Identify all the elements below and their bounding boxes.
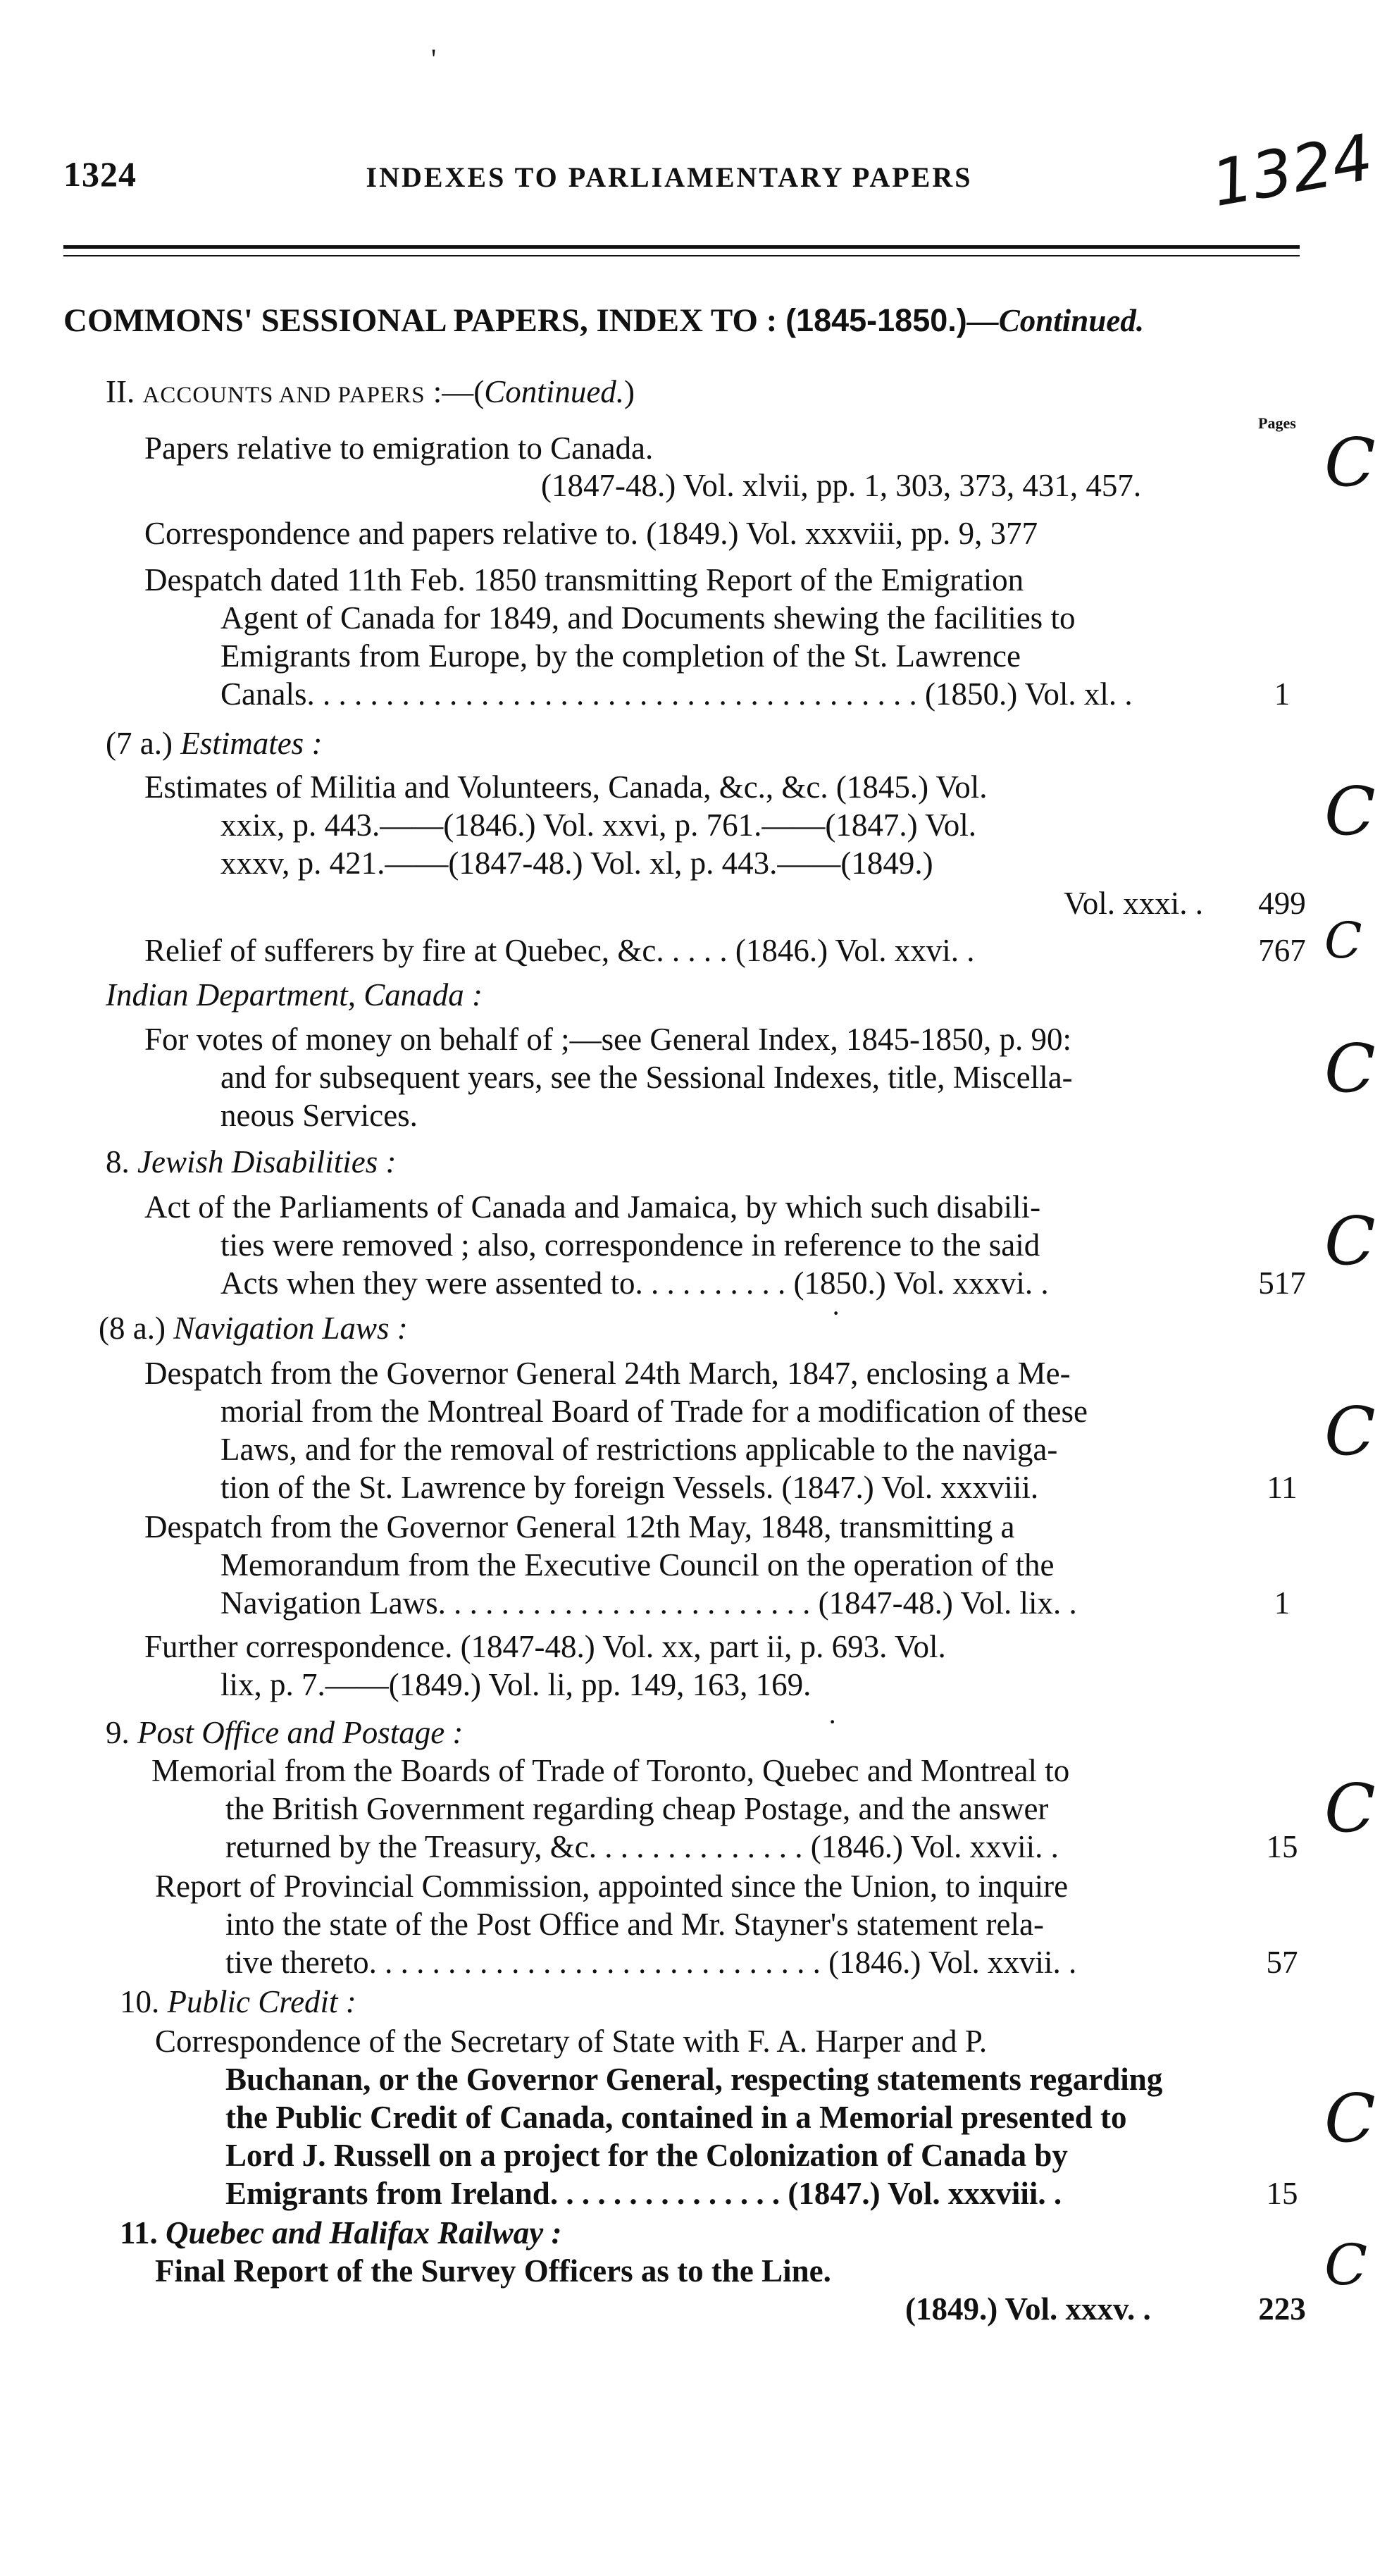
section-close: ) <box>624 374 635 409</box>
margin-check-mark: C <box>1324 424 1376 502</box>
section-suffix: :—( <box>425 374 485 409</box>
index-heading-years: (1845-1850.) <box>785 302 967 338</box>
entry-line: Navigation Laws. . . . . . . . . . . . . . . . . . . . . . . . (1847-48.) Vol. lix. . <box>220 1585 1077 1621</box>
index-heading-continued: —Continued. <box>966 303 1145 338</box>
stray-dot-mark: · <box>828 1706 838 1738</box>
entry-line: returned by the Treasury, &c. . . . . . . . . . . . . . (1846.) Vol. xxvii. . <box>225 1829 1059 1864</box>
margin-check-mark: C <box>1324 2232 1368 2298</box>
subsection-title: Indian Department, Canada : <box>106 977 483 1013</box>
margin-check-mark: C <box>1324 1393 1376 1470</box>
entry-line: the Public Credit of Canada, contained in a Memorial presented to <box>225 2100 1127 2135</box>
page-reference: 15 <box>1266 2176 1298 2211</box>
entry-line: into the state of the Post Office and Mr. Stayner's statement rela- <box>225 1907 1044 1942</box>
entry-line: Papers relative to emigration to Canada. <box>144 431 654 466</box>
subsection-heading-post-office <box>106 1714 463 1752</box>
page-reference: 223 <box>1258 2291 1306 2327</box>
section-numeral: II. <box>106 374 143 409</box>
entry-line: Relief of sufferers by fire at Quebec, &c. . . . . (1846.) Vol. xxvi. . <box>144 933 975 968</box>
entry-line: tive thereto. . . . . . . . . . . . . . . . . . . . . . . . . . . . . (1846.) Vol. xxvii. . <box>225 1945 1077 1980</box>
handwritten-folio-number: 1324 <box>1206 120 1379 222</box>
entry-line: Canals. . . . . . . . . . . . . . . . . . . . . . . . . . . . . . . . . . . . . . . (1850.) Vol. xl. . <box>220 676 1133 712</box>
stray-dot-mark: · <box>831 1297 841 1329</box>
entry-line: Report of Provincial Commission, appointed since the Union, to inquire <box>155 1869 1069 1904</box>
entry-line: tion of the St. Lawrence by foreign Vessels. (1847.) Vol. xxxviii. <box>220 1470 1039 1505</box>
subsection-heading-jewish-disabilities <box>106 1143 396 1181</box>
page-reference: 517 <box>1258 1265 1306 1301</box>
subsection-title: Estimates : <box>180 726 323 761</box>
page-reference: 11 <box>1267 1470 1298 1505</box>
entry-line: Acts when they were assented to. . . . . . . . . . (1850.) Vol. xxxvi. . <box>220 1265 1049 1301</box>
entry-line: morial from the Montreal Board of Trade for a modification of these <box>220 1394 1088 1429</box>
page-number: 1324 <box>63 154 137 194</box>
entry-line: Laws, and for the removal of restrictions applicable to the naviga- <box>220 1432 1058 1467</box>
entry-line: neous Services. <box>220 1098 418 1133</box>
entry-line: Further correspondence. (1847-48.) Vol. xx, part ii, p. 693. Vol. <box>144 1629 946 1664</box>
subsection-title: Navigation Laws : <box>173 1311 408 1346</box>
subsection-number: 10. <box>120 1984 168 2019</box>
entry-line: (1849.) Vol. xxxv. . <box>905 2291 1151 2327</box>
entry-line: Estimates of Militia and Volunteers, Canada, &c., &c. (1845.) Vol. <box>144 769 988 805</box>
entry-line: Act of the Parliaments of Canada and Jamaica, by which such disabili- <box>144 1189 1041 1225</box>
subsection-number: (7 a.) <box>106 726 181 761</box>
subsection-title: Quebec and Halifax Railway : <box>166 2215 562 2250</box>
subsection-number: 11. <box>120 2215 166 2250</box>
entry-line: (1847-48.) Vol. xlvii, pp. 1, 303, 373, 431, 457. <box>541 468 1142 503</box>
entry-line: Despatch dated 11th Feb. 1850 transmitting Report of the Emigration <box>144 562 1024 597</box>
page-reference: 767 <box>1258 933 1306 968</box>
entry-line: Buchanan, or the Governor General, respecting statements regarding <box>225 2062 1163 2097</box>
entry-line: Correspondence of the Secretary of State with F. A. Harper and P. <box>155 2024 988 2059</box>
page-reference: 499 <box>1258 886 1306 921</box>
entry-line: and for subsequent years, see the Sessional Indexes, title, Miscella- <box>220 1060 1073 1095</box>
entry-line: Final Report of the Survey Officers as to the Line. <box>155 2253 831 2289</box>
entry-line: Agent of Canada for 1849, and Documents shewing the facilities to <box>220 600 1076 636</box>
entry-line: Despatch from the Governor General 24th March, 1847, enclosing a Me- <box>144 1356 1071 1391</box>
entry-line: Lord J. Russell on a project for the Colonization of Canada by <box>225 2138 1068 2173</box>
stray-tick-mark: ' <box>431 43 437 75</box>
page-reference: 15 <box>1266 1829 1298 1864</box>
entry-line: xxix, p. 443.——(1846.) Vol. xxvi, p. 761.——(1847.) Vol. <box>220 807 976 843</box>
margin-check-mark: C <box>1324 773 1376 850</box>
margin-check-mark: C <box>1324 912 1362 970</box>
entry-line: Correspondence and papers relative to. (1849.) Vol. xxxviii, pp. 9, 377 <box>144 516 1038 551</box>
subsection-number: 8. <box>106 1144 137 1179</box>
entry-line: the British Government regarding cheap Postage, and the answer <box>225 1791 1049 1826</box>
entry-line: Emigrants from Europe, by the completion of the St. Lawrence <box>220 638 1021 674</box>
subsection-number: 9. <box>106 1715 137 1750</box>
page-reference: 1 <box>1274 1585 1291 1621</box>
entry-line: Memorial from the Boards of Trade of Toronto, Quebec and Montreal to <box>151 1753 1070 1788</box>
running-title: INDEXES TO PARLIAMENTARY PAPERS <box>366 161 973 193</box>
subsection-heading-navigation-laws <box>99 1309 408 1347</box>
entry-line: ties were removed ; also, correspondence in reference to the said <box>220 1227 1040 1263</box>
subsection-heading-estimates <box>106 724 322 762</box>
pages-column-label: Pages <box>1258 414 1296 432</box>
section-title: ACCOUNTS AND PAPERS <box>142 383 425 408</box>
entry-line: Emigrants from Ireland. . . . . . . . . . . . . . . (1847.) Vol. xxxviii. . <box>225 2176 1062 2211</box>
page-reference: 57 <box>1266 1945 1298 1980</box>
subsection-title: Jewish Disabilities : <box>137 1144 397 1179</box>
entry-line: xxxv, p. 421.——(1847-48.) Vol. xl, p. 443.——(1849.) <box>220 846 933 881</box>
subsection-heading-indian-department <box>106 976 483 1014</box>
margin-check-mark: C <box>1324 1770 1376 1847</box>
subsection-heading-public-credit <box>120 1983 356 2021</box>
page-reference: 1 <box>1274 676 1291 712</box>
entry-line: lix, p. 7.——(1849.) Vol. li, pp. 149, 163, 169. <box>220 1667 812 1702</box>
subsection-number: (8 a.) <box>99 1311 174 1346</box>
entry-line: Despatch from the Governor General 12th May, 1848, transmitting a <box>144 1509 1015 1544</box>
entry-line: For votes of money on behalf of ;—see General Index, 1845-1850, p. 90: <box>144 1022 1071 1057</box>
margin-check-mark: C <box>1324 1030 1376 1108</box>
entry-line: Memorandum from the Executive Council on the operation of the <box>220 1547 1055 1583</box>
subsection-heading-quebec-halifax-railway <box>120 2214 562 2252</box>
subsection-title: Public Credit : <box>167 1984 356 2019</box>
margin-check-mark: C <box>1324 2080 1376 2157</box>
margin-check-mark: C <box>1324 1203 1376 1280</box>
index-heading-prefix: COMMONS' SESSIONAL PAPERS, INDEX TO : <box>63 302 786 339</box>
subsection-title: Post Office and Postage : <box>137 1715 464 1750</box>
entry-line: Vol. xxxi. . <box>1064 886 1203 921</box>
section-continued: Continued. <box>484 374 625 409</box>
